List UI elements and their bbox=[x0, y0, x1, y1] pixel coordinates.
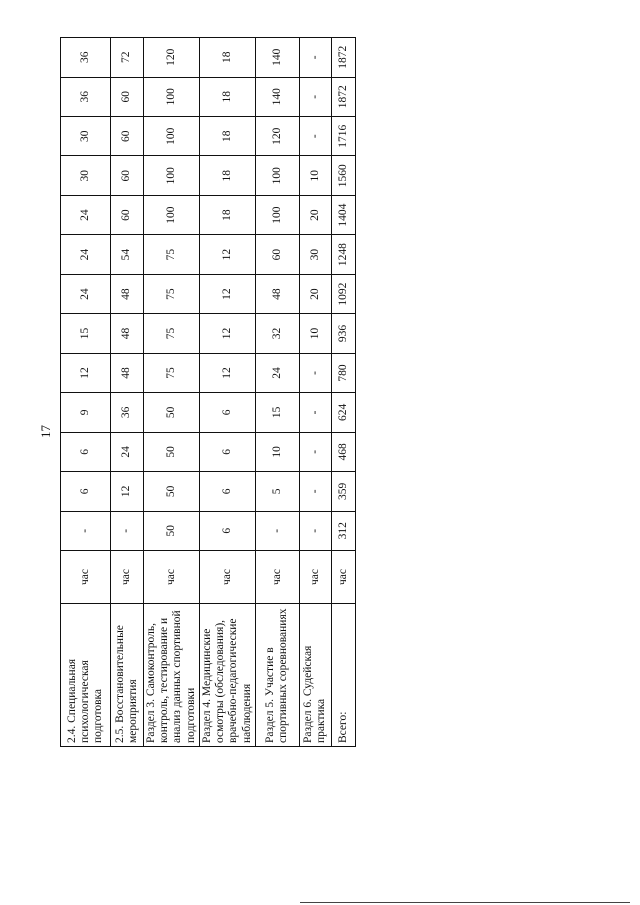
row-label: Раздел 6. Судейская практика bbox=[299, 604, 331, 747]
table-cell: 20 bbox=[299, 274, 331, 313]
table-cell: 100 bbox=[255, 156, 299, 195]
table-cell: 30 bbox=[61, 156, 111, 195]
row-unit: час bbox=[299, 551, 331, 604]
table-cell: 24 bbox=[61, 195, 111, 234]
table-cell: 18 bbox=[199, 38, 255, 78]
table-cell: 75 bbox=[144, 235, 200, 274]
table-cell: 18 bbox=[199, 195, 255, 234]
table-cell: 36 bbox=[111, 393, 144, 432]
table-cell: 75 bbox=[144, 353, 200, 392]
table-cell: 50 bbox=[144, 511, 200, 550]
table-cell: 36 bbox=[61, 38, 111, 78]
table-cell: 120 bbox=[144, 38, 200, 78]
table-cell: - bbox=[299, 511, 331, 550]
table-cell: 24 bbox=[255, 353, 299, 392]
table-cell: 12 bbox=[199, 274, 255, 313]
table-cell: 30 bbox=[299, 235, 331, 274]
table-cell: 24 bbox=[61, 274, 111, 313]
table-cell: 9 bbox=[61, 393, 111, 432]
table-cell: 24 bbox=[111, 432, 144, 471]
table-cell: - bbox=[299, 38, 331, 78]
row-label: Раздел 3. Самоконтроль, контроль, тестирование и анализ данных спортивной подготовки bbox=[144, 604, 200, 747]
table-cell: 140 bbox=[255, 77, 299, 116]
row-unit: час bbox=[111, 551, 144, 604]
table-cell: - bbox=[299, 393, 331, 432]
table-cell: 100 bbox=[144, 195, 200, 234]
table-cell: 100 bbox=[144, 77, 200, 116]
table-cell: 6 bbox=[61, 472, 111, 511]
table-cell: 48 bbox=[111, 353, 144, 392]
table-cell: 312 bbox=[331, 511, 355, 550]
row-unit: час bbox=[255, 551, 299, 604]
table-cell: 12 bbox=[61, 353, 111, 392]
row-unit: час bbox=[199, 551, 255, 604]
table-cell: - bbox=[61, 511, 111, 550]
table-cell: 12 bbox=[111, 472, 144, 511]
table-cell: - bbox=[299, 432, 331, 471]
page-number: 17 bbox=[38, 425, 53, 438]
row-label: Раздел 4. Медицинские осмотры (обследования), врачебно-педагогические наблюдения bbox=[199, 604, 255, 747]
table-row bbox=[299, 38, 331, 747]
table-cell: 12 bbox=[199, 235, 255, 274]
row-unit: час bbox=[331, 551, 355, 604]
table-cell: 60 bbox=[111, 117, 144, 156]
table-cell: 60 bbox=[111, 77, 144, 116]
table-cell: 72 bbox=[111, 38, 144, 78]
table-cell: 1404 bbox=[331, 195, 355, 234]
table-cell: - bbox=[299, 472, 331, 511]
table-cell: 50 bbox=[144, 432, 200, 471]
table-cell: 48 bbox=[111, 274, 144, 313]
table-cell: 120 bbox=[255, 117, 299, 156]
row-label: 2.5. Восстановительные мероприятия bbox=[111, 604, 144, 747]
row-label: 2.4. Специальная психологическая подготовка bbox=[61, 604, 111, 747]
table-cell: 624 bbox=[331, 393, 355, 432]
table-cell: 60 bbox=[111, 156, 144, 195]
table-cell: 60 bbox=[111, 195, 144, 234]
table-cell: 359 bbox=[331, 472, 355, 511]
table-cell: 48 bbox=[111, 314, 144, 353]
table-cell: 6 bbox=[199, 472, 255, 511]
table-cell: 1872 bbox=[331, 77, 355, 116]
table-cell: - bbox=[299, 77, 331, 116]
table-cell: 468 bbox=[331, 432, 355, 471]
table-cell: 100 bbox=[255, 195, 299, 234]
table-cell: 32 bbox=[255, 314, 299, 353]
table-cell: 24 bbox=[61, 235, 111, 274]
table-cell: 15 bbox=[255, 393, 299, 432]
table-cell: 36 bbox=[61, 77, 111, 116]
rotated-table-container bbox=[60, 37, 350, 747]
table-cell: 1872 bbox=[331, 38, 355, 78]
table-cell: 18 bbox=[199, 156, 255, 195]
table-cell: 54 bbox=[111, 235, 144, 274]
row-label: Раздел 5. Участие в спортивных соревнованиях bbox=[255, 604, 299, 747]
table-cell: 50 bbox=[144, 393, 200, 432]
table-cell: 15 bbox=[61, 314, 111, 353]
table-cell: 75 bbox=[144, 274, 200, 313]
table-cell: 936 bbox=[331, 314, 355, 353]
table-row bbox=[61, 38, 111, 747]
table-cell: 780 bbox=[331, 353, 355, 392]
table-cell: - bbox=[255, 511, 299, 550]
table-cell: 100 bbox=[144, 117, 200, 156]
table-row bbox=[199, 38, 255, 747]
table-cell: 18 bbox=[199, 77, 255, 116]
table-cell: 30 bbox=[61, 117, 111, 156]
table-cell: 10 bbox=[255, 432, 299, 471]
table-cell: - bbox=[299, 353, 331, 392]
table-cell: 1716 bbox=[331, 117, 355, 156]
table-cell: 1248 bbox=[331, 235, 355, 274]
table-cell: 6 bbox=[199, 511, 255, 550]
table-row bbox=[331, 38, 355, 747]
table-cell: 20 bbox=[299, 195, 331, 234]
table-cell: 140 bbox=[255, 38, 299, 78]
table-cell: 12 bbox=[199, 314, 255, 353]
table-cell: 10 bbox=[299, 156, 331, 195]
table-cell: 1560 bbox=[331, 156, 355, 195]
row-unit: час bbox=[61, 551, 111, 604]
table-cell: 5 bbox=[255, 472, 299, 511]
scan-edge-line bbox=[300, 902, 630, 903]
training-hours-table bbox=[60, 37, 356, 747]
table-row bbox=[255, 38, 299, 747]
table-cell: 18 bbox=[199, 117, 255, 156]
table-cell: 48 bbox=[255, 274, 299, 313]
table-row bbox=[144, 38, 200, 747]
table-cell: - bbox=[111, 511, 144, 550]
table-cell: - bbox=[299, 117, 331, 156]
table-cell: 75 bbox=[144, 314, 200, 353]
table-cell: 1092 bbox=[331, 274, 355, 313]
table-cell: 60 bbox=[255, 235, 299, 274]
row-label: Всего: bbox=[331, 604, 355, 747]
table-cell: 6 bbox=[199, 393, 255, 432]
table-cell: 10 bbox=[299, 314, 331, 353]
table-cell: 6 bbox=[199, 432, 255, 471]
row-unit: час bbox=[144, 551, 200, 604]
table-cell: 50 bbox=[144, 472, 200, 511]
table-cell: 12 bbox=[199, 353, 255, 392]
table-row bbox=[111, 38, 144, 747]
table-cell: 100 bbox=[144, 156, 200, 195]
table-cell: 6 bbox=[61, 432, 111, 471]
